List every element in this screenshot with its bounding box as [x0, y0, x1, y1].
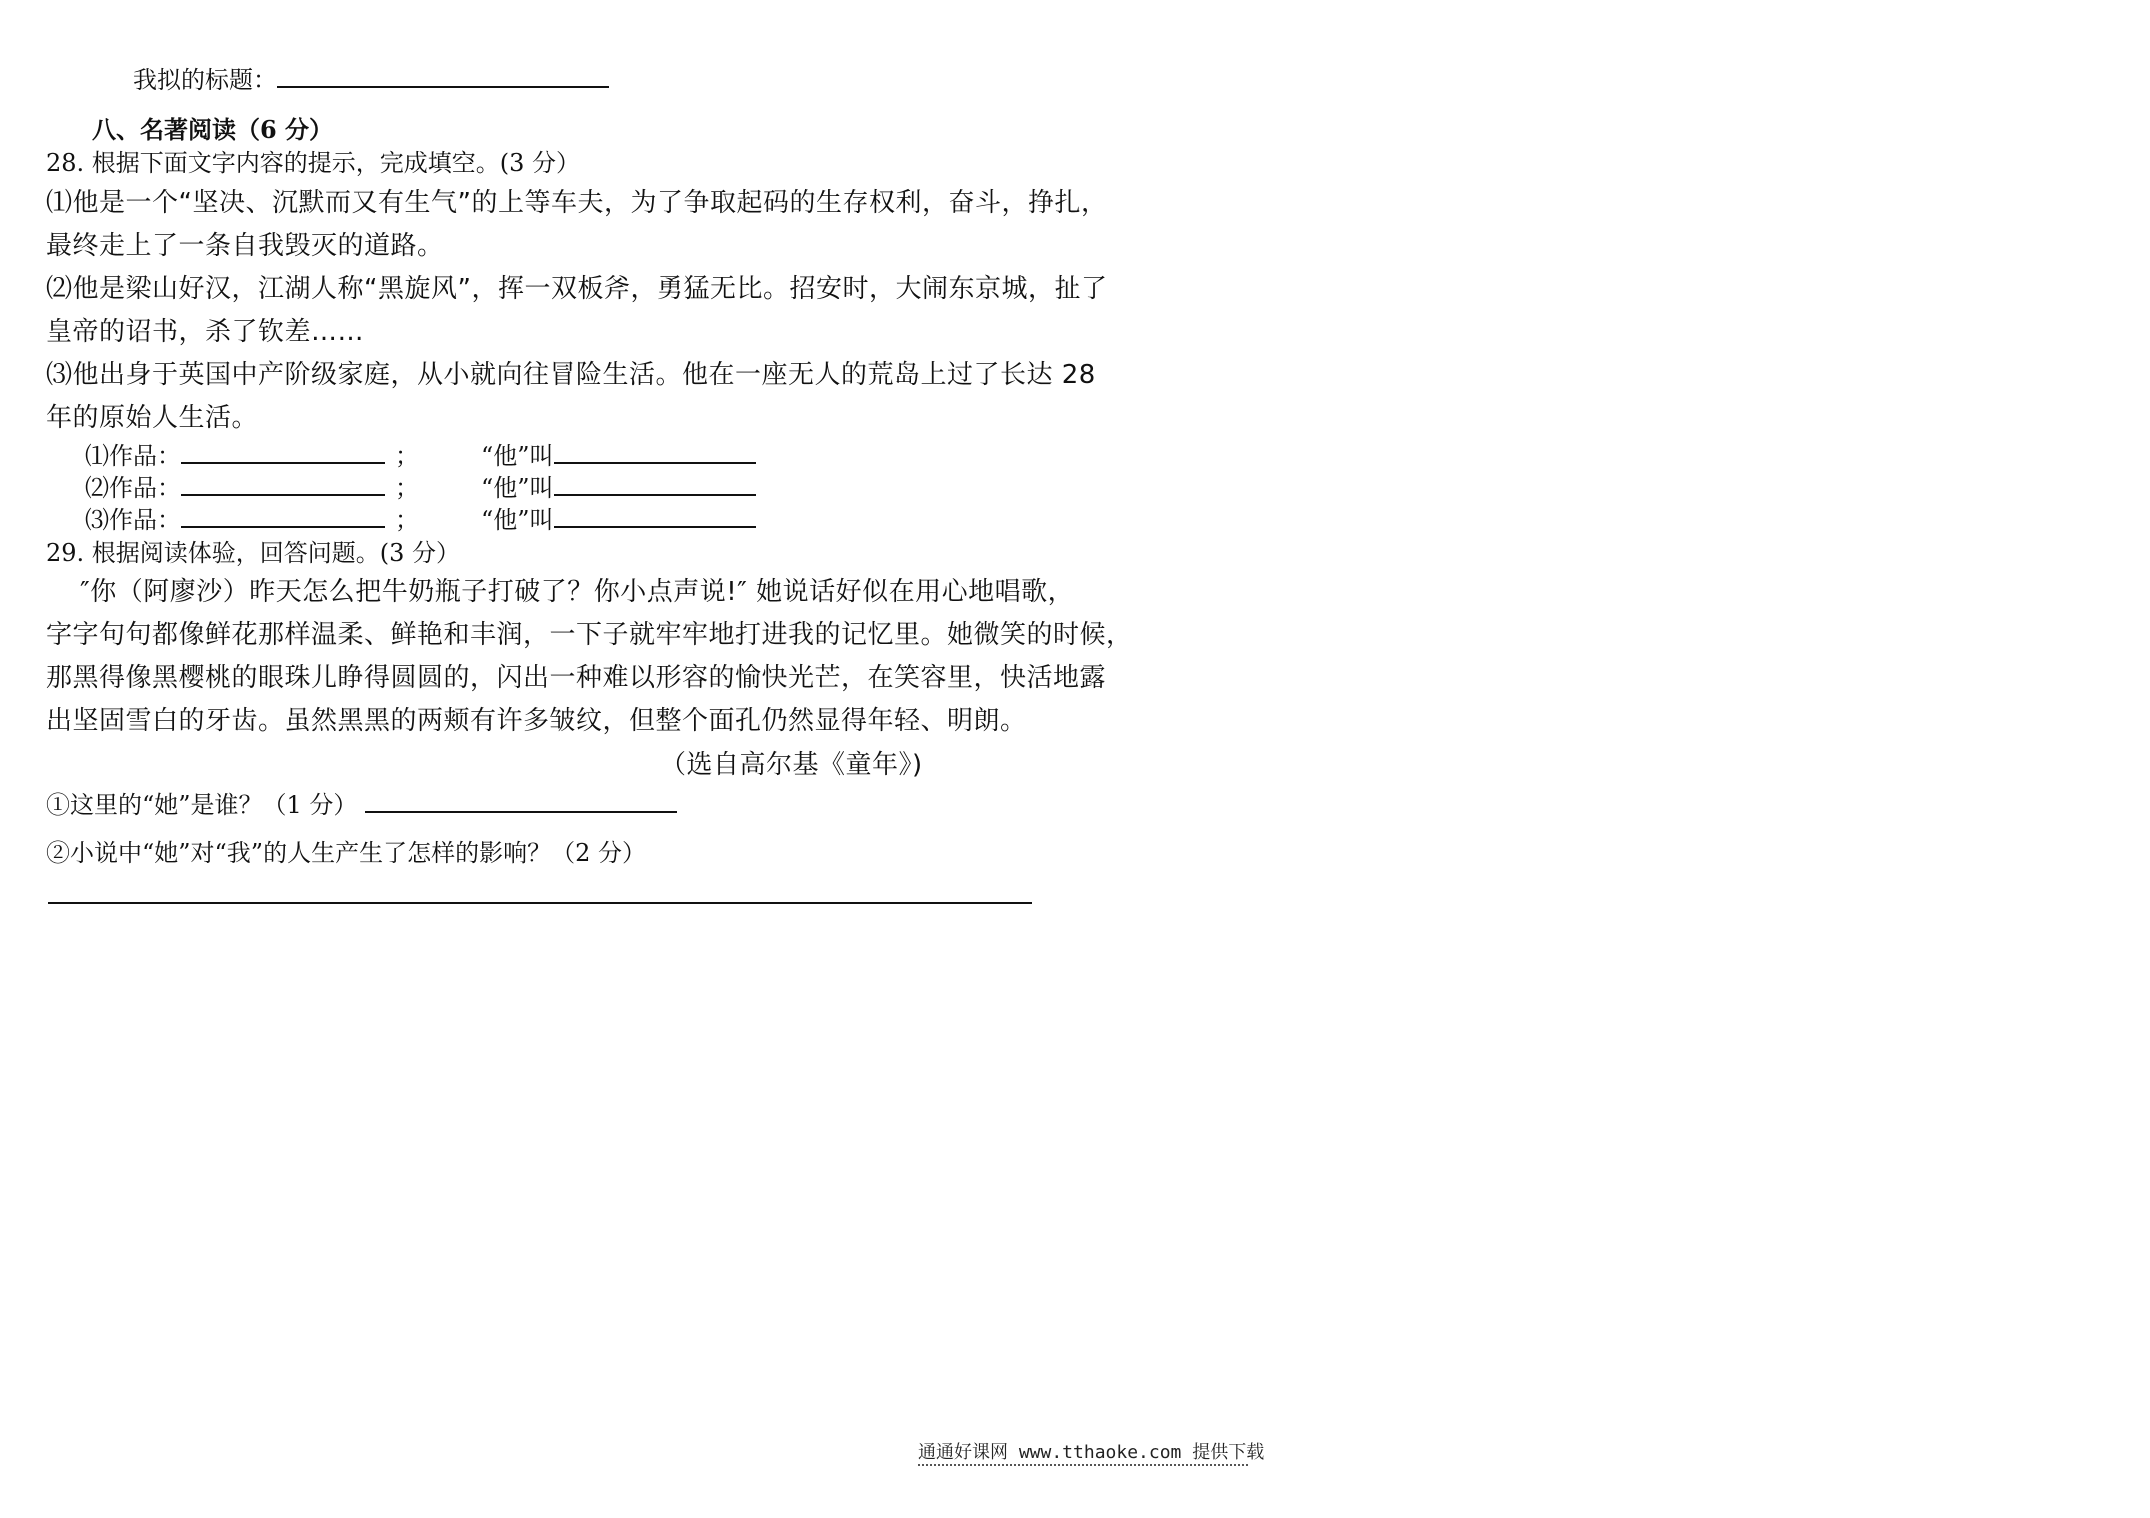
fill-work-label: ⑵作品：	[85, 474, 181, 502]
fill-work-label: ⑶作品：	[85, 506, 181, 534]
q29-passage-line4: 出坚固雪白的牙齿。虽然黑黑的两颊有许多皱纹，但整个面孔仍然显得年轻、明朗。	[46, 706, 1027, 736]
q28-fill-row	[85, 468, 756, 503]
fill-character-blank[interactable]	[554, 461, 756, 464]
q29-passage-line2: 字字句句都像鲜花那样温柔、鲜艳和丰润，一下子就牢牢地打进我的记忆里。她微笑的时候，	[46, 620, 1133, 650]
q28-para2-line2: 皇帝的诏书，杀了钦差……	[46, 317, 365, 347]
fill-character-label: “他”叫	[481, 506, 554, 534]
title-prompt-row	[133, 60, 609, 95]
q28-para2-line1: ⑵他是梁山好汉，江湖人称“黑旋风”，挥一双板斧，勇猛无比。招安时，大闹东京城，扯了	[46, 274, 1108, 304]
fill-character-label: “他”叫	[481, 442, 554, 470]
section-heading: 八、名著阅读（6 分）	[92, 115, 334, 144]
footer-emphasis-dots	[918, 1464, 1248, 1466]
q28-para1-line2: 最终走上了一条自我毁灭的道路。	[46, 231, 444, 261]
fill-separator: ；	[395, 506, 419, 534]
q28-fill-row	[85, 500, 756, 535]
q29-passage-line3: 那黑得像黑樱桃的眼珠儿睁得圆圆的，闪出一种难以形容的愉快光芒，在笑容里，快活地露	[46, 663, 1107, 693]
q28-para1-line1: ⑴他是一个“坚决、沉默而又有生气”的上等车夫，为了争取起码的生存权利，奋斗，挣扎，	[46, 188, 1108, 218]
q28-fill-row	[85, 436, 756, 471]
fill-work-blank[interactable]	[181, 461, 385, 464]
title-answer-blank[interactable]	[277, 85, 609, 88]
q29-sub2-answer-line[interactable]	[48, 902, 1032, 904]
fill-work-blank[interactable]	[181, 493, 385, 496]
q29-sub1-row	[46, 785, 677, 820]
title-prompt-label: 我拟的标题：	[133, 66, 277, 94]
fill-character-label: “他”叫	[481, 474, 554, 502]
q29-passage-line1: ″你（阿廖沙）昨天怎么把牛奶瓶子打破了？你小点声说!″ 她说话好似在用心地唱歌，	[80, 577, 1075, 607]
fill-separator: ；	[395, 474, 419, 502]
q29-sub1-text: ①这里的“她”是谁？（1 分）	[46, 791, 358, 819]
q29-sub1-blank[interactable]	[365, 810, 677, 813]
fill-work-label: ⑴作品：	[85, 442, 181, 470]
q29-sub2-text: ②小说中“她”对“我”的人生产生了怎样的影响？（2 分）	[46, 839, 646, 867]
fill-work-blank[interactable]	[181, 525, 385, 528]
q28-para3-line2: 年的原始人生活。	[46, 403, 259, 433]
fill-separator: ；	[395, 442, 419, 470]
q29-source: （选自高尔基《童年》)	[660, 750, 923, 780]
fill-character-blank[interactable]	[554, 525, 756, 528]
q28-para3-line1: ⑶他出身于英国中产阶级家庭，从小就向往冒险生活。他在一座无人的荒岛上过了长达 28	[46, 360, 1096, 390]
q28-stem: 28. 根据下面文字内容的提示，完成填空。(3 分）	[46, 149, 581, 177]
q29-stem: 29. 根据阅读体验，回答问题。(3 分）	[46, 539, 461, 567]
fill-character-blank[interactable]	[554, 493, 756, 496]
footer-credit: 通通好课网 www.tthaoke.com 提供下载	[918, 1442, 1265, 1463]
